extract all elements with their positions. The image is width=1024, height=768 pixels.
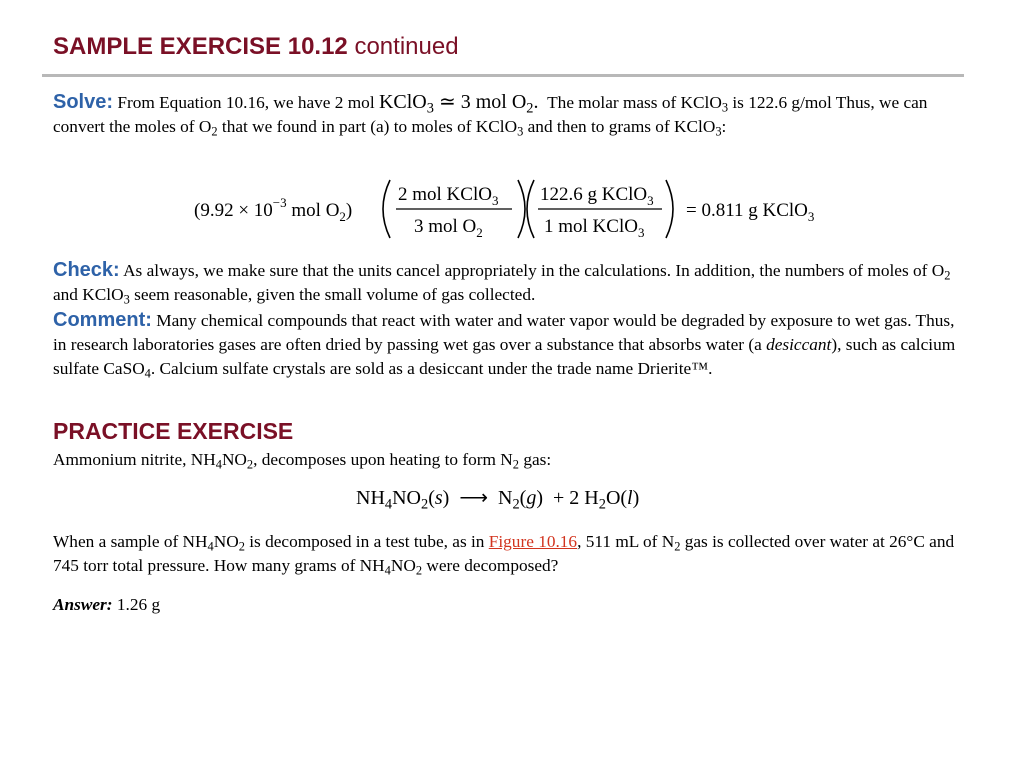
solve-sub: 3 [517,124,524,139]
eq1-f2-denominator: 1 mol KClO$_3$ [544,216,645,240]
eq2-sub: 2 [512,496,520,513]
slide-title [53,33,459,61]
solve-text: The molar mass of KClO [547,93,722,112]
practice-part: , decomposes upon heating to form N [253,450,513,469]
question-sub: 2 [415,563,423,578]
eq1-f1-denominator: 3 mol $O_2$ [414,216,483,240]
practice-part: NO [221,450,247,469]
question-sub: 4 [207,539,214,554]
eq2-part: NH [356,487,385,509]
comment-text: Many chemical compounds that react with water and water vapor would be degraded by exposure to wet gas. Thus, in research laboratories gases are often dried by passing wet gas over a substance that absorbs water (a [53,311,955,354]
rel-a: KClO [378,91,427,113]
conversion-equation [192,176,842,242]
solve-label: Solve: [53,91,114,113]
title-bold: SAMPLE EXERCISE 10.12 [53,33,348,60]
solve-paragraph [53,90,963,139]
check-label: Check: [53,259,120,281]
check-text: As always, we make sure that the units cancel appropriately in the calculations. In addition, the numbers of moles of O [123,261,945,280]
eq2-part: ) [632,487,640,509]
practice-sub: 4 [215,457,222,472]
check-sub: 2 [944,268,951,283]
question-sub: 4 [384,563,391,578]
eq1-f2-numerator: 122.6 g KClO$_3$ [540,184,654,208]
eq1-lead: ($9.92 \times 10^{-3}$ mol $O_2$) [194,195,353,224]
practice-part: gas: [519,450,552,469]
eq2-sub: 2 [420,496,429,513]
question-part: When a sample of NH [53,532,208,551]
solve-text: Thus, we can convert the moles of O [53,93,928,136]
comment-sub: 4 [144,366,151,381]
question-part: NO [213,532,239,551]
rel-sym: ≃ [438,91,456,113]
eq1-paren-right-1 [518,180,525,238]
eq2-sub: 2 [598,496,606,513]
practice-question [53,530,963,578]
mole-relation [378,91,539,117]
rel-a-sub: 3 [426,100,434,117]
eq2-state: s [434,487,443,509]
solve-text: that we found in part (a) to moles of KClO [221,117,518,136]
check-text: and KClO [53,285,124,304]
eq2-part: ) [442,487,450,509]
solve-text: From Equation 10.16, we have 2 mol [117,93,375,112]
eq1-paren-left-2 [527,180,534,238]
eq1-paren-left-1 [383,180,390,238]
question-sub: 2 [238,539,245,554]
figure-10-16-link[interactable]: Figure 10.16 [488,532,578,551]
eq2-state: g [526,487,537,509]
eq1-paren-right-2 [666,180,673,238]
eq2-part: NO [392,487,421,509]
answer-label: Answer: [53,595,113,614]
answer-value: 1.26 g [116,595,161,614]
eq1-f1-numerator: 2 mol KClO$_3$ [398,184,499,208]
eq2-part: ( [428,487,435,509]
practice-text [53,448,963,472]
rel-b-sub: 2 [526,100,534,117]
check-sub: 3 [123,292,130,307]
eq2-part: ) [536,487,543,509]
question-part: gas is collected over water at 26°C and 745 torr total pressure. How many grams of NH [53,532,955,575]
title-rest: continued [354,33,459,60]
eq2-part: + 2 H [553,487,599,509]
comment-paragraph [53,308,963,381]
question-part: were decomposed? [422,556,559,575]
answer-line [53,593,963,617]
practice-title: PRACTICE EXERCISE [53,418,294,444]
rel-b: 3 mol O [460,91,527,113]
decomposition-equation [356,485,640,513]
comment-text: . Calcium sulfate crystals are sold as a desiccant under the trade name Drierite™. [150,359,713,378]
eq2-state: l [627,487,633,509]
eq2-part: O( [605,487,628,509]
title-divider [42,74,964,77]
solve-sub: 2 [211,124,218,139]
solve-text: and then to grams of KClO [527,117,716,136]
check-paragraph [53,258,963,307]
eq2-part: ( [519,487,527,509]
question-part: is decomposed in a test tube, as in [244,532,489,551]
solve-text: is 122.6 g/mol [732,93,832,112]
solve-text: : [721,117,727,136]
rel-end: . [533,91,539,113]
comment-label: Comment: [53,309,152,331]
practice-part: Ammonium nitrite, NH [53,450,216,469]
solve-sub: 3 [715,124,722,139]
comment-italic: desiccant [766,335,832,354]
eq2-sub: 4 [384,496,393,513]
question-part: , 511 mL of N [577,532,675,551]
practice-sub: 2 [246,457,254,472]
question-part: NO [390,556,416,575]
comment-text: ), such as calcium sulfate CaSO [53,335,956,378]
question-sub: 2 [674,539,681,554]
eq1-result: = 0.811 g KClO$_3$ [686,200,815,224]
solve-sub: 3 [721,100,729,115]
practice-sub: 2 [512,457,520,472]
reaction-arrow-icon: ⟶ [459,487,488,509]
eq2-part: N [498,487,513,509]
check-text: seem reasonable, given the small volume of gas collected. [134,285,536,304]
